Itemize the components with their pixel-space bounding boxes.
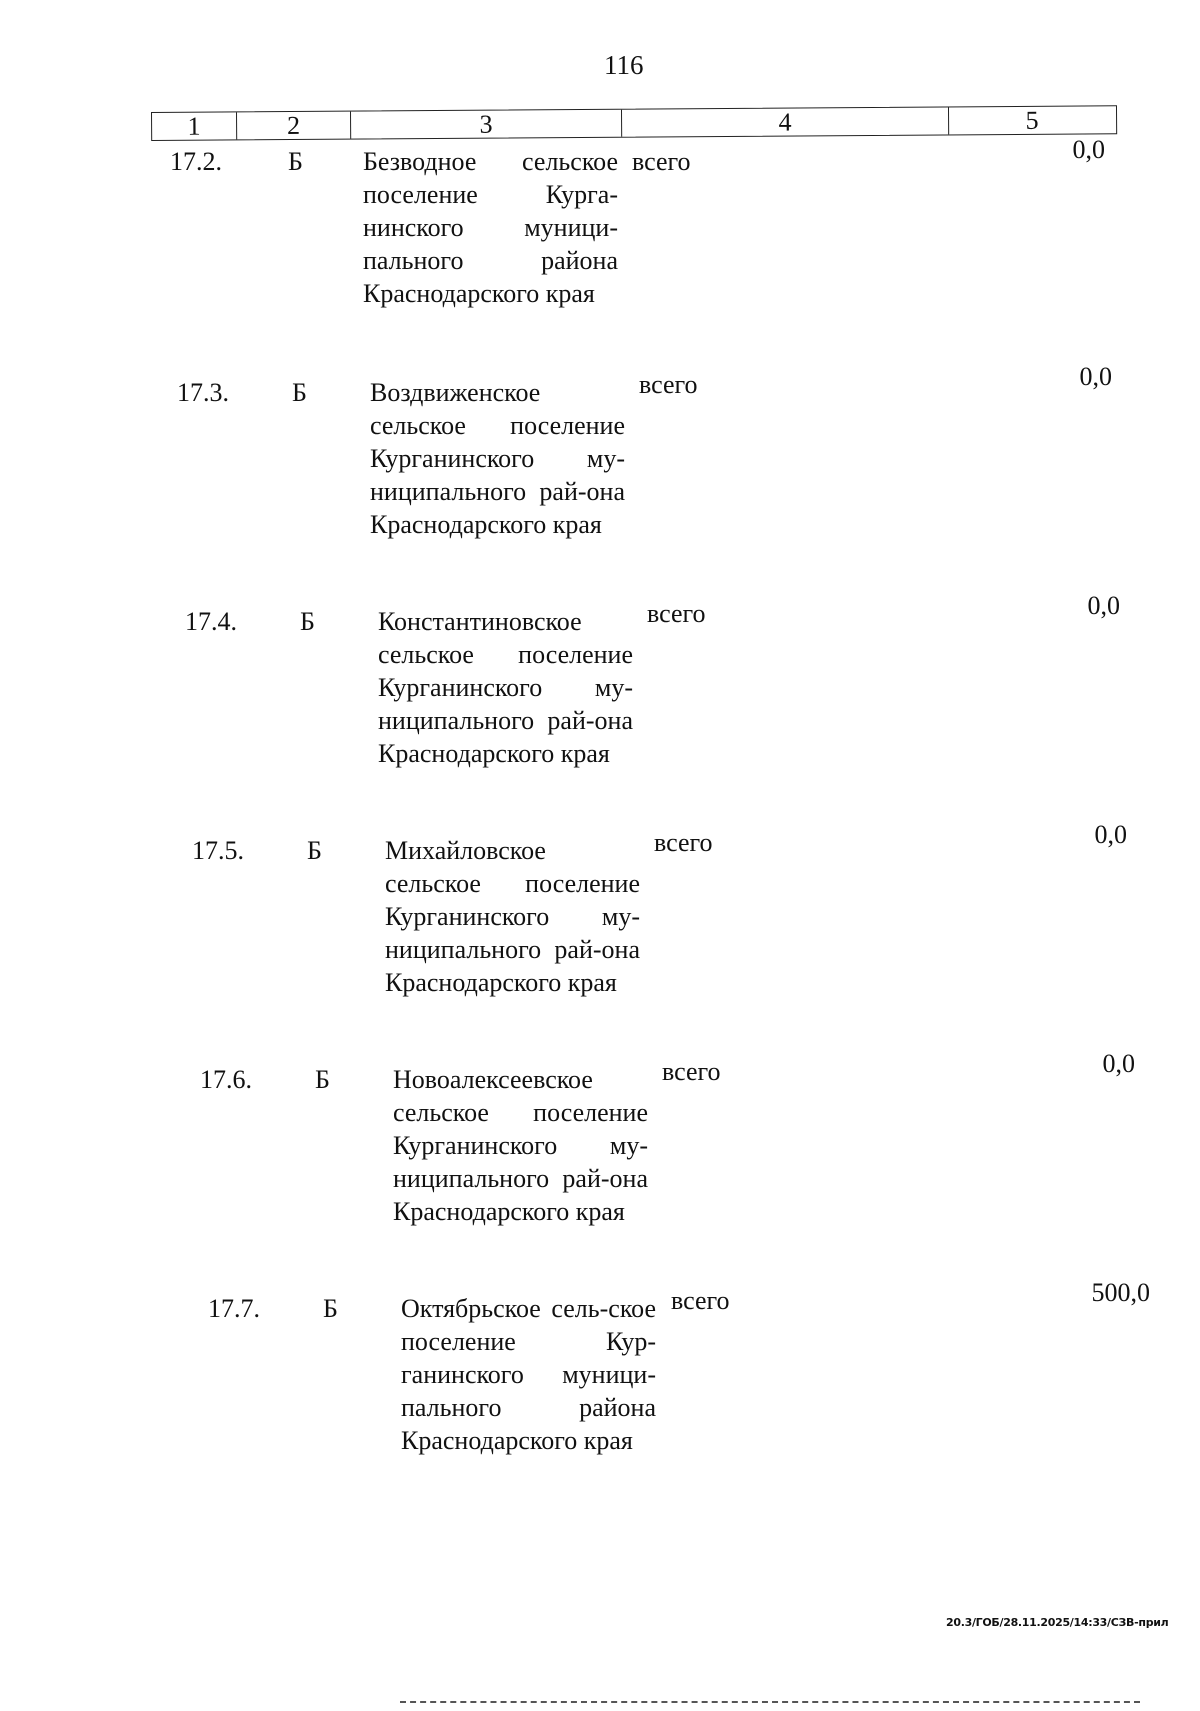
row-total-label: всего <box>639 370 698 399</box>
header-col-3: 3 <box>351 110 622 139</box>
row-number: 17.6. <box>200 1065 252 1094</box>
row-code: Б <box>288 147 303 176</box>
row-code: Б <box>315 1065 330 1094</box>
row-name: Воздвиженское сельское поселение Курганинского му-ниципального рай-она Краснодарского края <box>370 378 625 539</box>
row-name: Михайловское сельское поселение Курганинского му-ниципального рай-она Краснодарского края <box>385 836 640 997</box>
row-number: 17.3. <box>177 378 229 407</box>
row-total-label: всего <box>654 828 713 857</box>
row-code: Б <box>300 607 315 636</box>
row-number: 17.2. <box>170 147 222 176</box>
row-code: Б <box>323 1294 338 1323</box>
row-code: Б <box>292 378 307 407</box>
row-number: 17.4. <box>185 607 237 636</box>
page-number: 116 <box>604 50 644 80</box>
header-col-5: 5 <box>1025 105 1039 135</box>
row-name: Новоалексеевское сельское поселение Курганинского му-ниципального рай-она Краснодарского края <box>393 1065 648 1226</box>
bottom-divider <box>400 1701 1140 1703</box>
row-total-label: всего <box>647 599 706 628</box>
row-number: 17.7. <box>208 1294 260 1323</box>
row-name: Безводное сельское поселение Курга-нинского муници-пального района Краснодарского края <box>363 147 618 308</box>
row-total-label: всего <box>671 1286 730 1315</box>
row-value: 0,0 <box>1072 135 1105 164</box>
header-col-4: 4 <box>622 107 949 136</box>
row-code: Б <box>307 836 322 865</box>
row-number: 17.5. <box>192 836 244 865</box>
header-col-2: 2 <box>237 112 351 140</box>
document-stamp: 20.3/ГОБ/28.11.2025/14:33/СЗВ-прил <box>946 1616 1169 1629</box>
row-value: 500,0 <box>1091 1278 1150 1307</box>
row-total-label: всего <box>632 147 691 176</box>
row-value: 0,0 <box>1079 362 1112 391</box>
table-header <box>151 105 1117 141</box>
row-total-label: всего <box>662 1057 721 1086</box>
row-name: Константиновское сельское поселение Курганинского му-ниципального рай-она Краснодарского края <box>378 607 633 768</box>
row-name: Октябрьское сель-ское поселение Кур-ганинского муници-пального района Краснодарского края <box>401 1294 656 1455</box>
row-value: 0,0 <box>1087 591 1120 620</box>
row-value: 0,0 <box>1102 1049 1135 1078</box>
row-value: 0,0 <box>1094 820 1127 849</box>
header-col-1: 1 <box>152 112 237 140</box>
